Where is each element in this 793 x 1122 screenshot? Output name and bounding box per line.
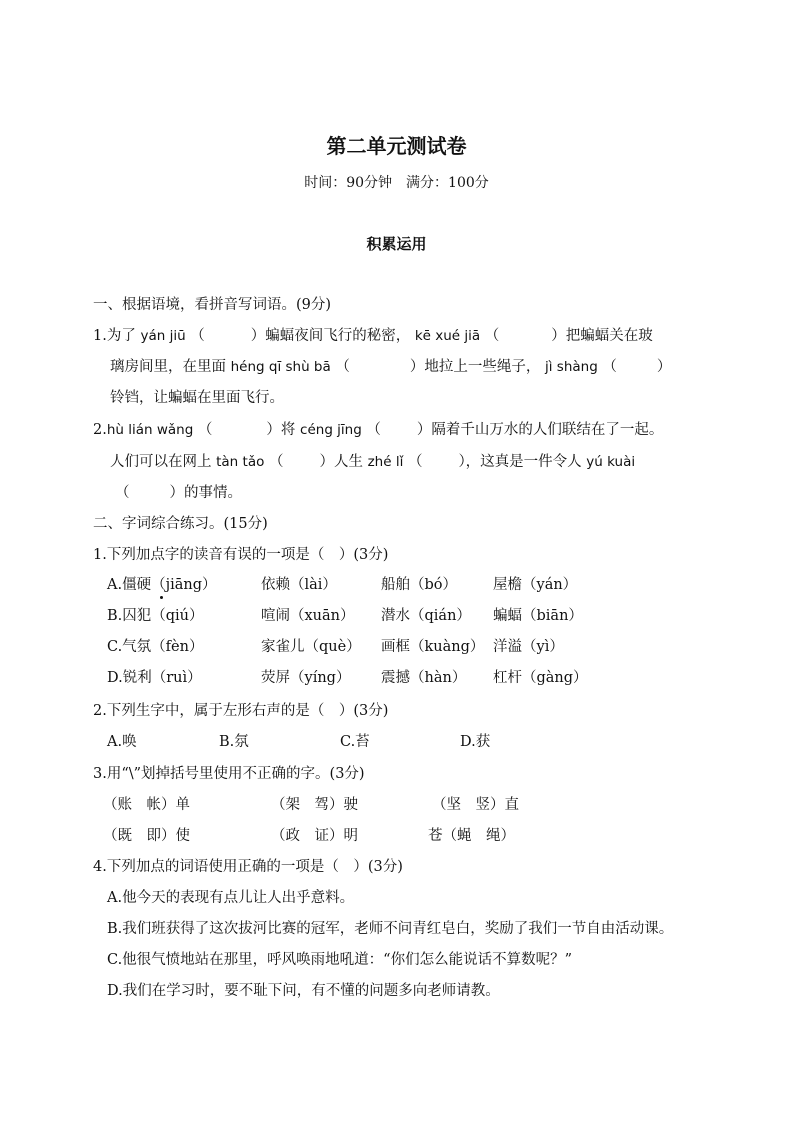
q2-4-stem: 4.下列加点的词语使用正确的一项是（ ）(3分) (93, 859, 403, 875)
option-d[interactable]: D.获 (460, 734, 491, 750)
word-choice[interactable]: （架 驾）驶 (271, 797, 358, 813)
option-d-3: 震撼（hàn） (381, 670, 467, 686)
option-c-2: 家雀儿（què） (261, 639, 361, 655)
page-title: 第二单元测试卷 (326, 134, 467, 158)
pinyin-kexuejia: kē xué jiā (414, 328, 481, 344)
pinyin-tantao: tàn tǎo (216, 454, 265, 470)
q1-line-3: 铃铛，让蝙蝠在里面飞行。 (110, 390, 284, 406)
q1-line-6: （ ）的事情。 (115, 485, 242, 501)
option-b-1[interactable]: B.囚犯（qiú） (107, 608, 204, 624)
pinyin-zheli: zhé lǐ (367, 454, 404, 470)
option-c-3: 画框（kuàng） (381, 639, 485, 655)
exam-info: 时间：90分钟 满分：100分 (304, 175, 489, 191)
option-d-2: 荧屏（yíng） (261, 670, 351, 686)
pinyin-yanjiu: yán jiū (140, 328, 186, 344)
section-heading: 积累运用 (366, 235, 427, 253)
option-d-1[interactable]: D.锐利（ruì） (107, 670, 202, 686)
option-a-2: 依赖（lài） (261, 577, 337, 593)
option-b[interactable]: B.我们班获得了这次拔河比赛的冠军，老师不问青红皂白，奖励了我们一节自由活动课。 (107, 921, 674, 937)
option-c-4: 洋溢（yì） (493, 639, 564, 655)
pinyin-yukuai: yú kuài (586, 454, 636, 470)
word-choice[interactable]: （坚 竖）直 (432, 797, 519, 813)
option-a-3: 船舶（bó） (381, 577, 458, 593)
option-b-4: 蝙蝠（biān） (493, 608, 583, 624)
option-b-2: 喧闹（xuān） (261, 608, 355, 624)
option-a-1[interactable]: A.僵硬（jiāng） (107, 577, 217, 593)
word-choice[interactable]: 苍（蝇 绳） (428, 828, 515, 844)
word-choice[interactable]: （账 帐）单 (103, 797, 190, 813)
option-b[interactable]: B.氛 (219, 734, 249, 750)
option-c-1[interactable]: C.气氛（fèn） (107, 639, 204, 655)
q2-3-stem: 3.用“\”划掉括号里使用不正确的字。(3分) (93, 766, 365, 782)
option-c[interactable]: C.苔 (340, 734, 370, 750)
pinyin-hengqishuba: héng qī shù bā (230, 359, 331, 375)
option-a[interactable]: A.唤 (107, 734, 137, 750)
pinyin-hulianwang: hù lián wǎng (106, 422, 194, 438)
q1-line-1: 1.为了 yán jiū （ ）蝙蝠夜间飞行的秘密， kē xué jiā （ ）把蝙蝠关在玻 (93, 328, 653, 344)
word-choice[interactable]: （既 即）使 (103, 828, 190, 844)
option-a-4: 屋檐（yán） (493, 577, 578, 593)
q1-line-4: 2.hù lián wǎng （ ）将 céng jīng （ ）隔着千山万水的人们联结在了一起。 (93, 422, 664, 438)
pinyin-jishang: jì shàng (545, 359, 598, 375)
option-d[interactable]: D.我们在学习时，要不耻下问，有不懂的问题多向老师请教。 (107, 983, 500, 999)
option-c[interactable]: C.他很气愤地站在那里，呼风唤雨地吼道：“你们怎么能说话不算数呢？” (107, 952, 573, 968)
q2-heading: 二、字词综合练习。(15分) (93, 516, 268, 532)
q1-heading: 一、根据语境，看拼音写词语。(9分) (93, 297, 332, 313)
q2-1-stem: 1.下列加点字的读音有误的一项是（ ）(3分) (93, 547, 389, 563)
pinyin-cengjing: céng jīng (300, 422, 362, 438)
option-b-3: 潜水（qián） (381, 608, 471, 624)
q1-line-5: 人们可以在网上 tàn tǎo （ ）人生 zhé lǐ （ ），这真是一件令人 yú kuài (110, 454, 636, 470)
q1-line-2: 璃房间里，在里面 héng qī shù bā （ ）地拉上一些绳子， jì shàng （ ） (110, 359, 672, 375)
option-d-4: 杠杆（gàng） (493, 670, 588, 686)
word-choice[interactable]: （政 证）明 (271, 828, 358, 844)
q2-2-stem: 2.下列生字中，属于左形右声的是（ ）(3分) (93, 703, 389, 719)
option-a[interactable]: A.他今天的表现有点儿让人出乎意料。 (107, 890, 355, 906)
